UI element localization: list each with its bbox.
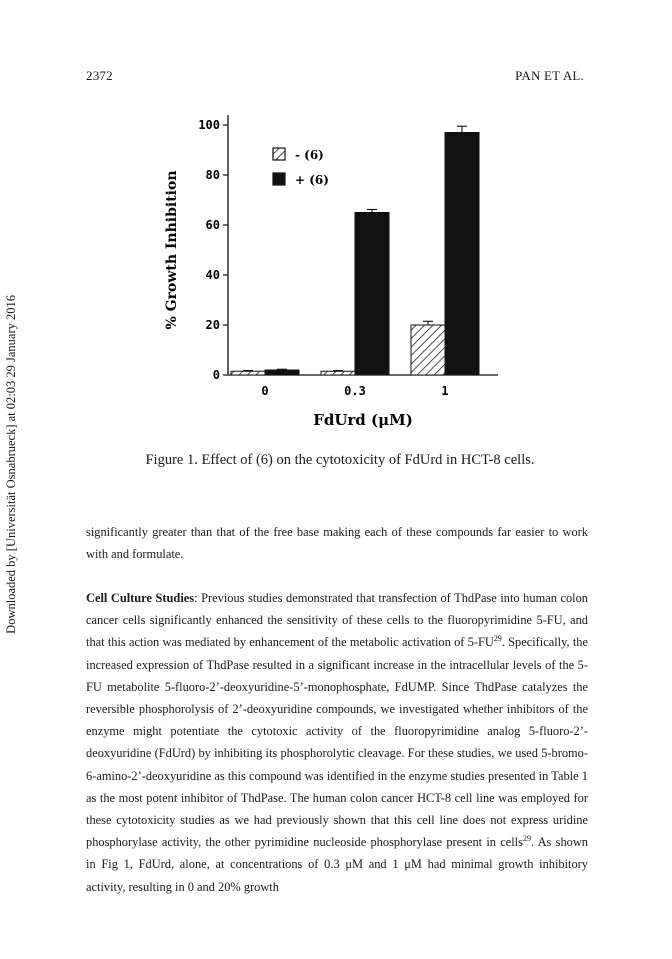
x-axis-label: FdUrd (μM) [313,411,413,429]
x-tick-label: 0 [261,384,269,398]
bar [445,133,479,376]
y-axis-label: % Growth Inhibition [164,170,180,330]
y-tick-label: 60 [205,218,220,232]
figure-1 [140,100,520,440]
y-tick-label: 80 [205,168,220,182]
paragraph-cell-culture [86,587,588,898]
page-number: 2372 [86,68,113,83]
legend-label: - (6) [295,148,324,162]
bar [231,371,265,375]
bar [355,213,389,376]
section-run-in-heading: Cell Culture Studies [86,591,195,605]
heading-colon: : [194,591,198,605]
y-tick-label: 100 [198,118,220,132]
bar [321,371,355,375]
reference-superscript: 29 [493,634,502,644]
paragraph-continuation: significantly greater than that of the free base making each of these compounds far easier to work with and formulate. [86,525,588,562]
x-tick-label: 0.3 [344,384,366,398]
bar-chart [140,100,520,440]
figure-caption: Figure 1. Effect of (6) on the cytotoxicity of FdUrd in HCT-8 cells. [145,452,535,468]
y-tick-label: 0 [212,368,220,382]
download-watermark: Downloaded by [Universität Osnabrueck] at 02:03 29 January 2016 [4,295,18,634]
y-tick-label: 20 [205,318,220,332]
reference-superscript: 29 [522,834,531,844]
legend-swatch [273,148,285,160]
legend-swatch [273,173,285,185]
bar [411,325,445,375]
bar [265,370,299,375]
x-tick-label: 1 [441,384,449,398]
paragraph-text: Previous studies demonstrated that transfection of ThdPase into human colon cancer cells significantly enhanced the sensitivity of these cells to the fluoropyrimidine 5-FU, and that this action was mediated by enhancement of the metabolic activation of 5-FU [86,591,588,650]
paragraph-text: . As shown in Fig 1, FdUrd, alone, at concentrations of 0.3 μM and 1 μM had minimal growth inhibitory activity, resulting in 0 and 20% growth [86,835,588,894]
paragraph-text: . Specifically, the increased expression of ThdPase resulted in a significant increase in the intracellular levels of the 5-FU metabolite 5-fluoro-2’-deoxyuridine-5’-monophosphate, FdUMP. Since ThdPase catalyzes the reversible phosphorolysis of 2’-deoxyuridine compounds, we investigated whether inhibitors of the enzyme might potentiate the cytotoxic activity of the fluoropyrimidine analog 5-fluoro-2’-deoxyuridine (FdUrd) by inhibiting its phosphorolytic cleavage. For these studies, we used 5-bromo-6-amino-2’-deoxyuridine as this compound was identified in the enzyme studies presented in Table 1 as the most potent inhibitor of ThdPase. The human colon cancer HCT-8 cell line was employed for these cytotoxicity studies as we had previously shown that this cell line does not express uridine phosphorylase activity, the other pyrimidine nucleoside phosphorylase present in cells [86,635,588,850]
running-head: PAN ET AL. [515,68,584,83]
legend-label: + (6) [295,173,329,187]
y-tick-label: 40 [205,268,220,282]
